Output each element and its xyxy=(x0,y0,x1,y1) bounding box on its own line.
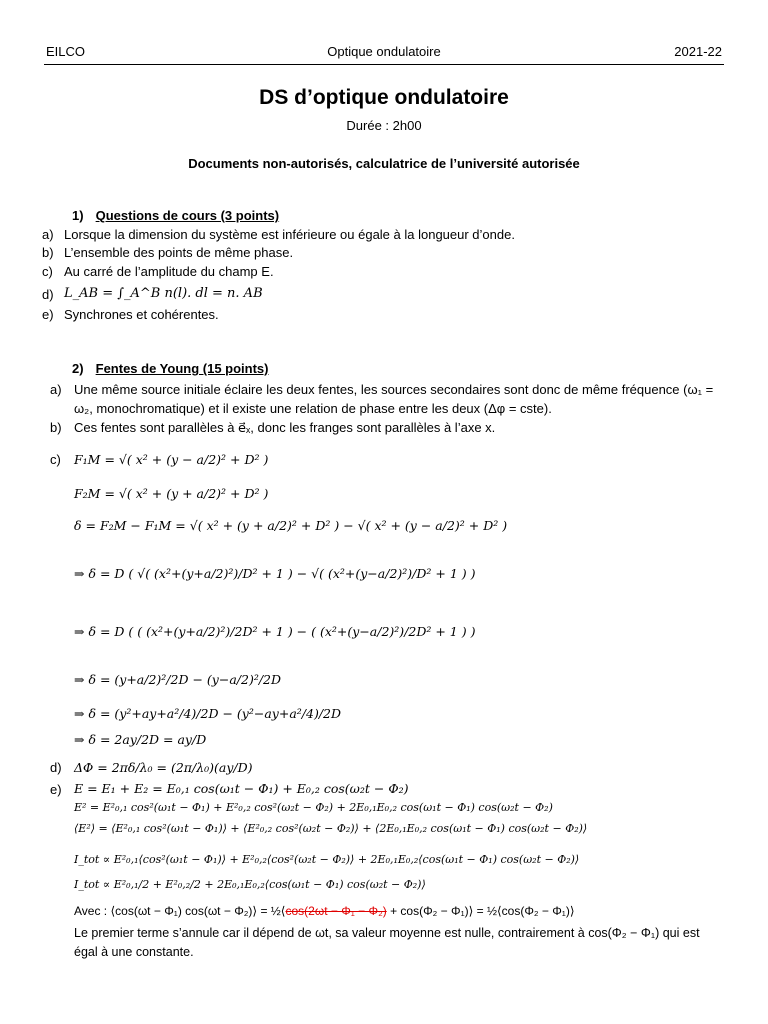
s2-item-a-line1: Une même source initiale éclaire les deux fentes, les sources secondaires sont donc de même fréquence (ω₁ = xyxy=(74,382,714,397)
eq-field-mean: ⟨E²⟩ = ⟨E²₀,₁ cos²(ω₁t − Φ₁)⟩ + ⟨E²₀,₂ cos²(ω₂t − Φ₂)⟩ + ⟨2E₀,₁E₀,₂ cos(ω₁t − Φ₁) cos(ω₂t − Φ₂)⟩ xyxy=(74,822,588,835)
s2-item-a-line2: ω₂, monochromatique) et il existe une relation de phase entre les deux (Δφ = cste). xyxy=(74,401,552,416)
avec-struck-term: cos(2ωt − Φ₁ − Φ₂) xyxy=(285,904,387,918)
eq-delta-result: ⇒ δ = 2ay/2D = ay/D xyxy=(74,732,207,747)
s2-item-d-label: d) xyxy=(50,760,62,775)
s1-item-d-label: d) xyxy=(42,287,54,302)
section-2-number: 2) xyxy=(72,361,84,376)
eq-intensity-2: I_tot ∝ E²₀,₁/2 + E²₀,₂/2 + 2E₀,₁E₀,₂⟨cos(ω₁t − Φ₁) cos(ω₂t − Φ₂)⟩ xyxy=(74,878,426,891)
s2-item-e-label: e) xyxy=(50,782,62,797)
s2-item-a-label: a) xyxy=(50,382,62,397)
header-year: 2021-22 xyxy=(674,44,722,59)
eq-f1m: F₁M = √( x² + (y − a/2)² + D² ) xyxy=(74,452,269,467)
s1-item-a-text: Lorsque la dimension du système est inférieure ou égale à la longueur d’onde. xyxy=(64,227,515,242)
section-2-heading xyxy=(72,361,269,376)
s2-item-b-label: b) xyxy=(50,420,62,435)
eq-field-squared: E² = E²₀,₁ cos²(ω₁t − Φ₁) + E²₀,₂ cos²(ω₂t − Φ₂) + 2E₀,₁E₀,₂ cos(ω₁t − Φ₁) cos(ω₂t − Φ₂) xyxy=(74,801,553,814)
page-title: DS d’optique ondulatoire xyxy=(259,86,509,109)
section-2-title: Fentes de Young (15 points) xyxy=(95,361,269,376)
s2-item-c-label: c) xyxy=(50,452,61,467)
eq-delta-expanded: ⇒ δ = (y²+ay+a²/4)/2D − (y²−ay+a²/4)/2D xyxy=(74,706,342,721)
section-1-heading xyxy=(72,208,279,223)
header-divider xyxy=(44,64,724,65)
s1-item-c-text: Au carré de l’amplitude du champ E. xyxy=(64,264,274,279)
eq-intensity-1: I_tot ∝ E²₀,₁⟨cos²(ω₁t − Φ₁)⟩ + E²₀,₂⟨cos²(ω₂t − Φ₂)⟩ + 2E₀,₁E₀,₂⟨cos(ω₁t − Φ₁) cos(ω₂t − Φ₂)⟩ xyxy=(74,853,580,866)
explanation-line-2: égal à une constante. xyxy=(74,945,194,959)
documents-note: Documents non-autorisés, calculatrice de l’université autorisée xyxy=(188,156,580,171)
eq-f2m: F₂M = √( x² + (y + a/2)² + D² ) xyxy=(74,486,269,501)
eq-delta-def: δ = F₂M − F₁M = √( x² + (y + a/2)² + D² ) − √( x² + (y − a/2)² + D² ) xyxy=(74,518,508,533)
s1-item-e-text: Synchrones et cohérentes. xyxy=(64,307,219,322)
header-course: Optique ondulatoire xyxy=(327,44,441,59)
eq-delta-sqrt: ⇒ δ = D ( √( (x²+(y+a/2)²)/D² + 1 ) − √( (x²+(y−a/2)²)/D² + 1 ) ) xyxy=(74,566,476,581)
section-1-number: 1) xyxy=(72,208,84,223)
s1-item-c-label: c) xyxy=(42,264,53,279)
s1-item-d-formula: L_AB = ∫_A^B n(l). dl = n. AB xyxy=(64,286,263,301)
s1-item-a-label: a) xyxy=(42,227,54,242)
avec-suffix: + cos(Φ₂ − Φ₁)⟩ = ½⟨cos(Φ₂ − Φ₁)⟩ xyxy=(386,904,575,918)
avec-line xyxy=(74,904,575,918)
s1-item-b-label: b) xyxy=(42,245,54,260)
section-1-title: Questions de cours (3 points) xyxy=(95,208,280,223)
eq-field-sum: E = E₁ + E₂ = E₀,₁ cos(ω₁t − Φ₁) + E₀,₂ cos(ω₂t − Φ₂) xyxy=(74,781,409,796)
eq-delta-approx: ⇒ δ = D ( ( (x²+(y+a/2)²)/2D² + 1 ) − ( (x²+(y−a/2)²)/2D² + 1 ) ) xyxy=(74,624,476,639)
eq-phase-difference: ΔΦ = 2πδ/λ₀ = (2π/λ₀)(ay/D) xyxy=(74,760,253,775)
header-school: EILCO xyxy=(46,44,86,59)
eq-delta-squares: ⇒ δ = (y+a/2)²/2D − (y−a/2)²/2D xyxy=(74,672,282,687)
s1-item-b-text: L’ensemble des points de même phase. xyxy=(64,245,294,260)
s1-item-e-label: e) xyxy=(42,307,54,322)
avec-prefix: Avec : ⟨cos(ωt − Φ₁) cos(ωt − Φ₂)⟩ = ½⟨ xyxy=(74,904,286,918)
exam-duration: Durée : 2h00 xyxy=(346,118,422,133)
explanation-line-1: Le premier terme s’annule car il dépend de ωt, sa valeur moyenne est nulle, contrairement à cos(Φ₂ − Φ₁) qui est xyxy=(74,926,700,940)
s2-item-b-text: Ces fentes sont parallèles à e⃗ₓ, donc les franges sont parallèles à l’axe x. xyxy=(74,420,496,435)
